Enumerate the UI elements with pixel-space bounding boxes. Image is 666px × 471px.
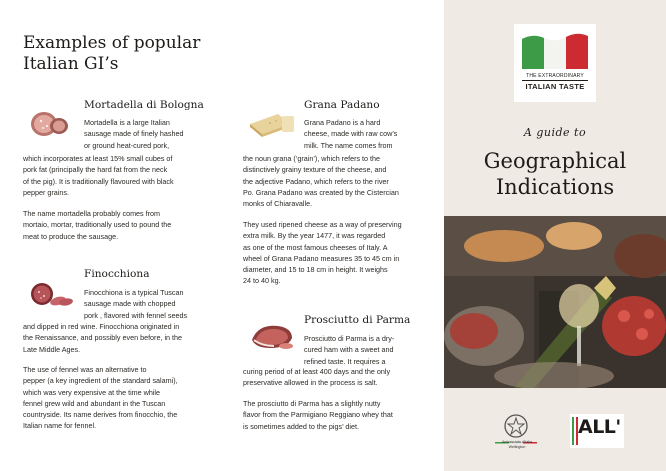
text-line: Grana Padano is a hard — [304, 118, 381, 127]
text-line: or ground heat-cured pork, — [84, 140, 170, 150]
vivere-all-italiana-logo — [570, 414, 624, 448]
text-line: of the pig). It is traditionally flavoured with black — [23, 176, 174, 186]
prosciutto-body — [243, 366, 390, 389]
text-line: They used ripened cheese as a way of preserving — [243, 220, 402, 229]
finocchiona-heading: Finocchiona — [84, 268, 150, 280]
cover-title-line2: Indications — [495, 175, 615, 199]
grana-padano-heading: Grana Padano — [304, 99, 380, 111]
text-line: The name mortadella probably comes from — [23, 209, 161, 218]
embassy-line1: Ambasciata d'Italia — [501, 440, 533, 444]
text-line: pepper grains. — [23, 187, 69, 197]
text-line: sausage made of finely hashed — [84, 129, 184, 139]
text-line: Italian name for fennel. — [23, 421, 97, 431]
text-line: The prosciutto di Parma has a slightly nutty — [243, 399, 381, 408]
italian-flag-icon — [522, 29, 588, 69]
mortadella-image — [28, 108, 72, 138]
text-line: mortaio, mortar, traditionally used to pound the — [23, 220, 172, 230]
text-line: cured ham with a sweet and — [304, 345, 394, 355]
text-line: the adjective Padano, which refers to the river — [243, 176, 389, 186]
all-logo-text: ALL' — [578, 416, 621, 438]
logo-divider — [522, 80, 588, 81]
grana-padano-body2 — [243, 219, 402, 287]
prosciutto-intro — [304, 333, 394, 367]
text-line: distinctively grainy texture of the cheese, and — [243, 165, 387, 175]
text-line: extra milk. By the year 1477, it was regarded — [243, 231, 386, 241]
food-wine-photo — [444, 216, 666, 388]
text-line: preservative allowed in the process is salt. — [243, 378, 378, 388]
finocchiona-intro — [84, 287, 187, 321]
guide-tagline: A guide to — [523, 126, 587, 139]
text-line: Mortadella is a large Italian — [84, 118, 170, 127]
grana-padano-image — [248, 110, 296, 138]
prosciutto-image — [248, 320, 296, 352]
finocchiona-body2 — [23, 364, 178, 432]
text-line: cheese, made with raw cow’s — [304, 129, 398, 139]
finocchiona-body — [23, 321, 182, 355]
prosciutto-body2 — [243, 398, 393, 432]
logo-line1: THE EXTRAORDINARY — [526, 73, 584, 79]
extraordinary-italian-taste-logo — [514, 24, 596, 102]
prosciutto-heading: Prosciutto di Parma — [304, 314, 411, 326]
grana-padano-body — [243, 153, 399, 209]
text-line: and dipped in red wine. Finocchiona originated in — [23, 322, 180, 331]
text-line: fennel grew wild and abundant in the Tuscan — [23, 398, 166, 408]
cover-title — [444, 148, 666, 200]
text-line: is sometimes added to the pigs’ diet. — [243, 421, 359, 431]
text-line: the noun grana (‘grain’), which refers to the — [243, 154, 381, 163]
mortadella-body — [23, 153, 174, 198]
text-line: Po. Grana Padano was created by the Cistercian — [243, 187, 399, 197]
text-line: pepper (a key ingredient of the standard salami), — [23, 376, 178, 386]
text-line: monks of Chiaravalle. — [243, 199, 313, 209]
text-line: Finocchiona is a typical Tuscan — [84, 288, 184, 297]
mortadella-intro — [84, 117, 184, 151]
text-line: pork fat (principally the hard fat from the neck — [23, 165, 168, 175]
text-line: diameter, and 15 to 18 cm in height. It weighs — [243, 265, 388, 275]
text-line: wheel of Grana Padano measures 35 to 45 cm in — [243, 253, 400, 263]
text-line: the Renaissance, and possibly even before, in the — [23, 333, 183, 343]
text-line: The use of fennel was an alternative to — [23, 365, 147, 374]
text-line: sausage made with chopped — [84, 299, 176, 309]
page-title: Examples of popular Italian GI’s — [23, 33, 201, 74]
text-line: milk. The name comes from — [304, 140, 393, 150]
text-line: 24 to 40 kg. — [243, 276, 281, 286]
text-line: pork , flavored with fennel seeds — [84, 310, 188, 320]
logo-line2: ITALIAN TASTE — [525, 82, 585, 91]
mortadella-heading: Mortadella di Bologna — [84, 99, 204, 111]
embassy-caption — [482, 440, 552, 450]
finocchiona-image — [28, 280, 74, 310]
text-line: flavor from the Parmigiano Reggiano whey that — [243, 410, 393, 420]
cover-title-line1: Geographical — [483, 149, 627, 173]
text-line: meat to produce the sausage. — [23, 231, 119, 241]
embassy-line2: Wellington — [508, 445, 526, 449]
text-line: which incorporates at least 15% small cubes of — [23, 154, 173, 163]
text-line: Prosciutto di Parma is a dry- — [304, 334, 395, 343]
mortadella-body2 — [23, 208, 171, 242]
text-line: curing period of at least 400 days and the only — [243, 367, 391, 376]
text-line: as one of the most famous cheeses of Italy. A — [243, 242, 388, 252]
text-line: refined taste. It requires a — [304, 356, 386, 366]
text-line: countryside. Its name derives from finocchio, the — [23, 410, 178, 420]
grana-padano-intro — [304, 117, 397, 151]
text-line: Late Middle Ages. — [23, 344, 81, 354]
text-line: which was very expensive at the time while — [23, 387, 161, 397]
